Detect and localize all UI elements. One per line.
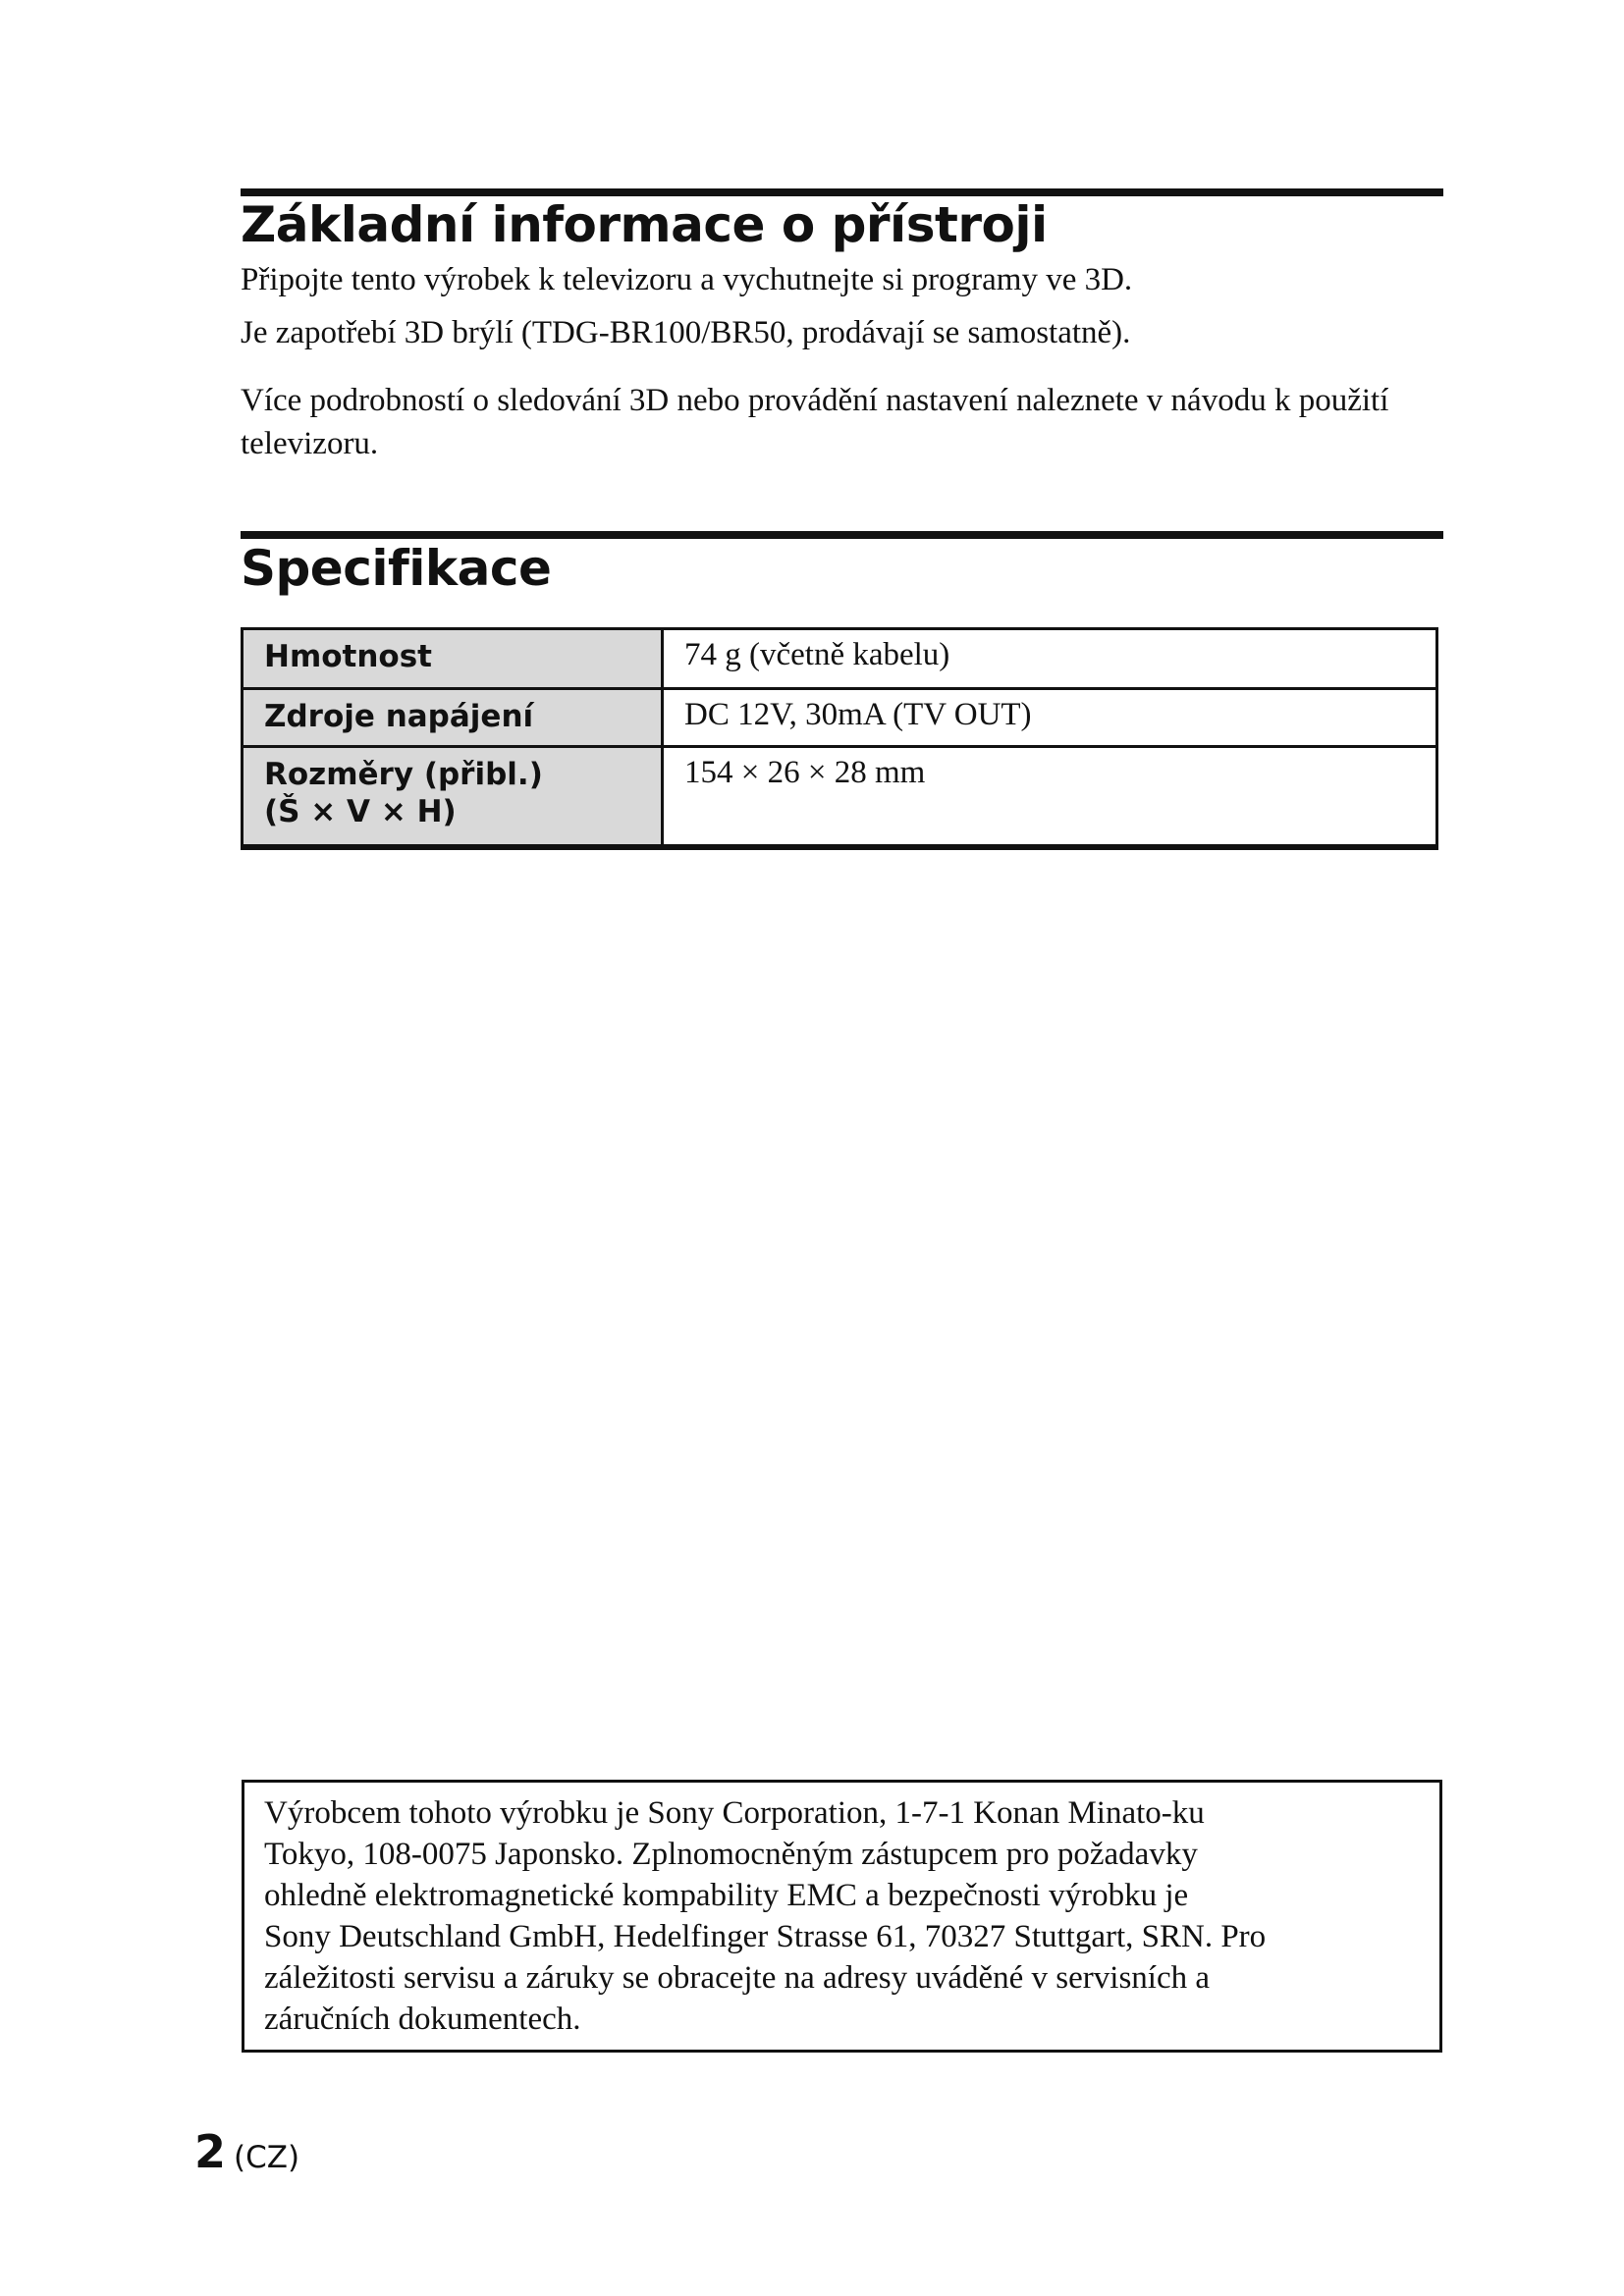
- notice-line: Tokyo, 108-0075 Japonsko. Zplnomocněným zástupcem pro požadavky: [264, 1837, 1198, 1872]
- spec-label: Zdroje napájení: [243, 689, 663, 747]
- spec-label-line: Rozměry (přibl.): [264, 757, 543, 792]
- intro-paragraph: Připojte tento výrobek k televizoru a vychutnejte si programy ve 3D.: [241, 262, 1133, 297]
- notice-line: ohledně elektromagnetické kompability EMC a bezpečnosti výrobku je: [264, 1878, 1189, 1913]
- section-divider: [241, 188, 1443, 196]
- spec-label: [243, 747, 663, 848]
- section-title-basic-info: Základní informace o přístroji: [241, 196, 1048, 253]
- page-language-code: (CZ): [234, 2140, 300, 2175]
- spec-label: Hmotnost: [243, 629, 663, 689]
- manufacturer-notice-box: [242, 1780, 1442, 2053]
- glasses-paragraph: Je zapotřebí 3D brýlí (TDG-BR100/BR50, prodávají se samostatně).: [241, 315, 1131, 350]
- notice-line: záručních dokumentech.: [264, 2002, 581, 2037]
- spec-label-line: (Š × V × H): [264, 794, 457, 829]
- notice-line: záležitosti servisu a záruky se obracejte na adresy uváděné v servisních a: [264, 1960, 1211, 1996]
- page-number: [194, 2125, 299, 2178]
- specifications-table: [241, 627, 1438, 850]
- notice-line: Sony Deutschland GmbH, Hedelfinger Strasse 61, 70327 Stuttgart, SRN. Pro: [264, 1919, 1267, 1954]
- table-row: [243, 629, 1437, 689]
- spec-value: DC 12V, 30mA (TV OUT): [663, 689, 1437, 747]
- section-divider: [241, 531, 1443, 539]
- spec-value: 74 g (včetně kabelu): [663, 629, 1437, 689]
- spec-value: 154 × 26 × 28 mm: [663, 747, 1437, 848]
- notice-line: Výrobcem tohoto výrobku je Sony Corporation, 1-7-1 Konan Minato-ku: [264, 1795, 1205, 1831]
- details-paragraph: Více podrobností o sledování 3D nebo provádění nastavení naleznete v návodu k použití televizoru.: [241, 383, 1389, 461]
- table-row: [243, 747, 1437, 848]
- page-number-value: 2: [194, 2125, 227, 2178]
- section-title-specifications: Specifikace: [241, 540, 552, 597]
- table-row: [243, 689, 1437, 747]
